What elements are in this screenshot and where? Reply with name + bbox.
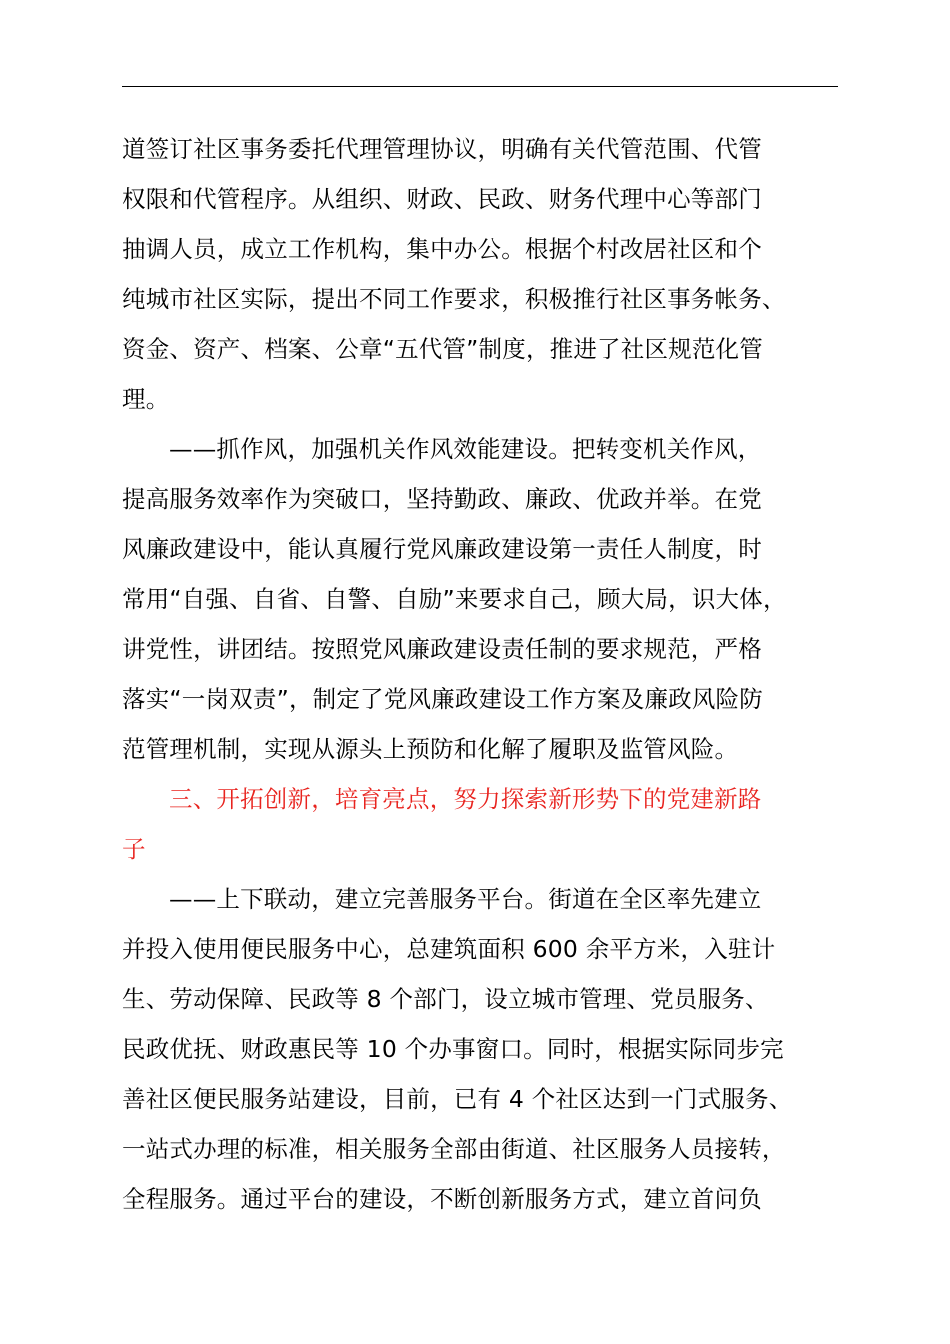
text-line: 生、劳动保障、民政等 8 个部门，设立城市管理、党员服务、 [122, 985, 769, 1013]
text-line: 落实“一岗双责”，制定了党风廉政建设工作方案及廉政风险防 [122, 685, 763, 713]
text-line: 并投入使用便民服务中心，总建筑面积 600 余平方米，入驻计 [122, 935, 776, 963]
text-line: 范管理机制，实现从源头上预防和化解了履职及监管风险。 [122, 735, 739, 763]
text-line: 常用“自强、自省、自警、自励”来要求自己，顾大局，识大体， [122, 585, 787, 613]
text-line: 全程服务。通过平台的建设，不断创新服务方式，建立首问负 [122, 1185, 762, 1213]
section-heading-continuation: 子 [122, 835, 146, 863]
text-line: 善社区便民服务站建设，目前，已有 4 个社区达到一门式服务、 [122, 1085, 793, 1113]
text-line: 道签订社区事务委托代理管理协议，明确有关代管范围、代管 [122, 135, 762, 163]
body-text [122, 124, 862, 1224]
text-line: 资金、资产、档案、公章“五代管”制度，推进了社区规范化管 [122, 335, 763, 363]
text-line: 理。 [122, 385, 170, 413]
paragraph-start-line: ——上下联动，建立完善服务平台。街道在全区率先建立 [169, 885, 762, 913]
section-heading: 三、开拓创新，培育亮点，努力探索新形势下的党建新路 [169, 785, 762, 813]
header-rule [122, 86, 838, 87]
paragraph-start-line: ——抓作风，加强机关作风效能建设。把转变机关作风， [169, 435, 762, 463]
text-line: 纯城市社区实际，提出不同工作要求，积极推行社区事务帐务、 [122, 285, 786, 313]
text-line: 民政优抚、财政惠民等 10 个办事窗口。同时，根据实际同步完 [122, 1035, 784, 1063]
text-line: 一站式办理的标准，相关服务全部由街道、社区服务人员接转， [122, 1135, 786, 1163]
text-line: 提高服务效率作为突破口，坚持勤政、廉政、优政并举。在党 [122, 485, 762, 513]
text-line: 讲党性，讲团结。按照党风廉政建设责任制的要求规范，严格 [122, 635, 762, 663]
text-line: 抽调人员，成立工作机构，集中办公。根据个村改居社区和个 [122, 235, 762, 263]
text-line: 风廉政建设中，能认真履行党风廉政建设第一责任人制度，时 [122, 535, 762, 563]
text-line: 权限和代管程序。从组织、财政、民政、财务代理中心等部门 [122, 185, 762, 213]
